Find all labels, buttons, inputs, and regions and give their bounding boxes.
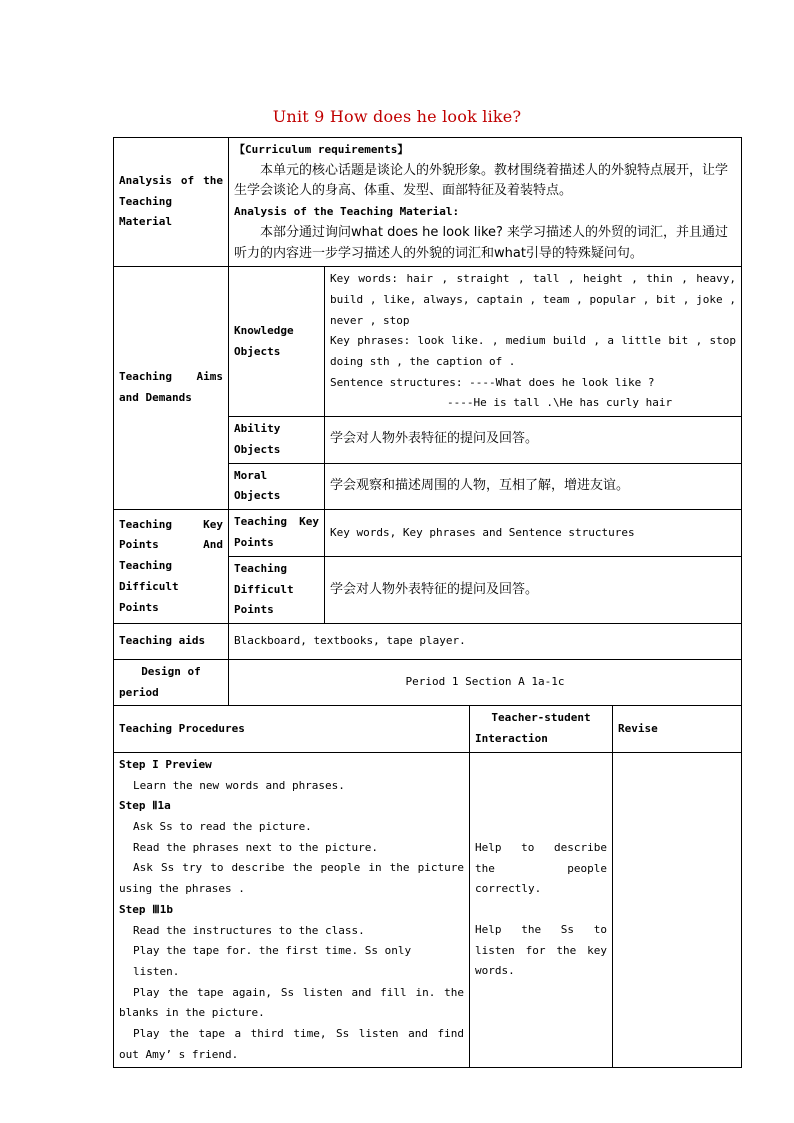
key-phrases: Key phrases: look like. , medium build , a little bit , stop doing sth , the caption of .: [330, 334, 737, 369]
moral-label: Moral Objects: [229, 463, 325, 509]
step2-line1: Ask Ss to read the picture.: [133, 819, 312, 833]
aids-label: Teaching aids: [114, 624, 229, 660]
interaction-1: Help to describe the people correctly.: [475, 840, 607, 896]
step1-title: Step I Preview: [119, 757, 212, 771]
analysis-content: [229, 138, 742, 267]
step3-line3: Play the tape again, Ss listen and fill in. the blanks in the picture.: [119, 985, 464, 1020]
procedures-content: [114, 752, 470, 1068]
key-words: Key words: hair , straight , tall , height , thin , heavy, build , like, always, captain , team , popular , bit , joke , never , stop: [330, 272, 737, 327]
knowledge-content: [325, 267, 742, 417]
step2-line2: Read the phrases next to the picture.: [133, 840, 379, 854]
revise-content: [613, 752, 742, 1068]
procedures-header-row: [114, 706, 742, 752]
lesson-plan-table: [113, 137, 741, 1068]
procedures-col-header: Teaching Procedures: [114, 706, 470, 752]
curriculum-heading: 【Curriculum requirements】: [234, 143, 409, 156]
step2-line3: Ask Ss try to describe the people in the picture using the phrases .: [119, 861, 464, 896]
aids-text: Blackboard, textbooks, tape player.: [229, 624, 742, 660]
teaching-key-points-text: Key words, Key phrases and Sentence structures: [325, 509, 742, 556]
teaching-difficult-points-text: 学会对人物外表特征的提问及回答。: [325, 556, 742, 623]
curriculum-text: 本单元的核心话题是谈论人的外貌形象。教材围绕着描述人的外貌特点展开，让学生学会谈论人的身高、体重、发型、面部特征及着装特点。: [234, 162, 729, 199]
period-text: Period 1 Section A 1a-1c: [229, 660, 742, 706]
sentence-structures: Sentence structures: ----What does he look like ?: [330, 375, 655, 389]
interaction-2: Help the Ss to listen for the key words.: [475, 922, 607, 978]
moral-text: 学会观察和描述周围的人物，互相了解，增进友谊。: [325, 463, 742, 509]
teaching-key-points-label: Teaching Key Points: [229, 509, 325, 556]
teaching-difficult-points-label: Teaching Difficult Points: [229, 556, 325, 623]
period-row: [114, 660, 742, 706]
material-heading: Analysis of the Teaching Material:: [234, 205, 460, 219]
step3-line2: Play the tape for. the first time. Ss only listen.: [133, 944, 412, 978]
interaction-content: [470, 752, 613, 1068]
knowledge-row: [114, 267, 742, 417]
sentence-answer: ----He is tall .\He has curly hair: [447, 396, 673, 410]
step2-title: Step Ⅱ1a: [119, 799, 171, 813]
period-label: Design of period: [114, 660, 229, 706]
revise-col-header: Revise: [613, 706, 742, 752]
knowledge-label: Knowledge Objects: [229, 267, 325, 417]
step3-line4: Play the tape a third time, Ss listen and find out Amy’ s friend.: [119, 1027, 464, 1061]
key-points-label: Teaching Key Points And Teaching Difficult Points: [114, 509, 229, 623]
step3-line1: Read the instructures to the class.: [133, 923, 365, 937]
step1-line1: Learn the new words and phrases.: [133, 778, 345, 792]
page-title: Unit 9 How does he look like?: [272, 107, 522, 126]
analysis-label: Analysis of the Teaching Material: [114, 138, 229, 267]
interaction-col-header: Teacher-student Interaction: [470, 706, 613, 752]
ability-label: Ability Objects: [229, 417, 325, 463]
procedures-body-row: [114, 752, 742, 1068]
aids-row: [114, 624, 742, 660]
step3-title: Step Ⅲ1b: [119, 902, 173, 916]
key-points-row: [114, 509, 742, 556]
aims-label: Teaching Aims and Demands: [114, 267, 229, 510]
analysis-row: [114, 138, 742, 267]
ability-text: 学会对人物外表特征的提问及回答。: [325, 417, 742, 463]
material-text: 本部分通过询问what does he look like? 来学习描述人的外贸的词汇，并且通过听力的内容进一步学习描述人的外貌的词汇和what引导的特殊疑问句。: [234, 224, 729, 261]
